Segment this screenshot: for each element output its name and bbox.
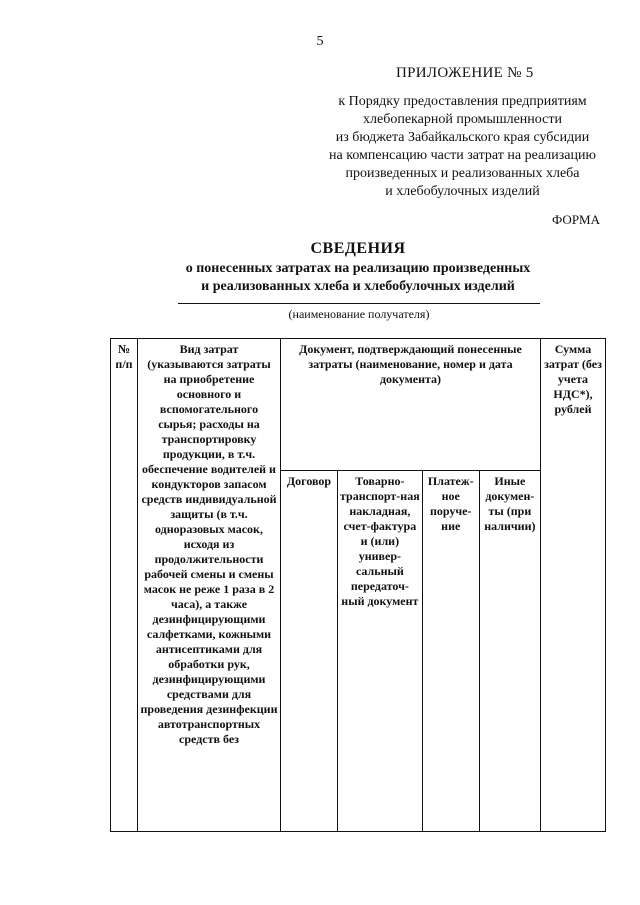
recipient-name-line xyxy=(178,303,540,304)
appendix-line: произведенных и реализованных хлеба xyxy=(345,166,580,181)
appendix-reference xyxy=(300,93,625,201)
recipient-caption: (наименование получателя) xyxy=(288,307,430,321)
document-title: СВЕДЕНИЯ xyxy=(310,240,406,257)
subtitle-line: и реализованных хлеба и хлебобулочных изделий xyxy=(201,279,515,294)
page-number: 5 xyxy=(316,34,324,49)
appendix-line: и хлебобулочных изделий xyxy=(385,184,540,199)
document-subtitle xyxy=(0,260,640,296)
costs-table xyxy=(110,338,606,832)
subtitle-line: о понесенных затратах на реализацию произведенных xyxy=(185,261,531,276)
appendix-title: ПРИЛОЖЕНИЕ № 5 xyxy=(396,65,534,81)
appendix-line: к Порядку предоставления предприятиям xyxy=(338,94,587,109)
header-number: № п/п xyxy=(111,339,138,832)
header-sum: Сумма затрат (без учета НДС*), рублей xyxy=(541,339,606,832)
header-cost-type: Вид затрат (указываются затраты на приобретение основного и вспомогательного сырья; расходы на транспортировку продукции, в т.ч. обеспечение водителей и кондукторов запасом средств индивидуальной защиты (в т.ч. одноразовых масок, исходя из продолжительности рабочей смены и смены масок не реже 1 раза в 2 часа), а также дезинфицирующими салфетками, кожными антисептиками для обработки рук, дезинфицирующими средствами для проведения дезинфекции автотранспортных средств без xyxy=(138,339,281,832)
subheader-contract: Договор xyxy=(281,471,338,832)
appendix-line: из бюджета Забайкальского края субсидии xyxy=(335,130,590,145)
subheader-waybill: Товарно-транспорт-ная накладная, счет-фактура и (или) универ-сальный передаточ-ный документ xyxy=(338,471,423,832)
appendix-line: хлебопекарной промышленности xyxy=(363,112,562,127)
form-label: ФОРМА xyxy=(552,212,600,227)
header-documents: Документ, подтверждающий понесенные затраты (наименование, номер и дата документа) xyxy=(281,339,541,471)
subheader-payment-order: Платеж-ное поруче-ние xyxy=(422,471,479,832)
subheader-other-documents: Иные докумен-ты (при наличии) xyxy=(479,471,540,832)
appendix-line: на компенсацию части затрат на реализацию xyxy=(329,148,596,163)
table-header-row xyxy=(111,339,606,471)
